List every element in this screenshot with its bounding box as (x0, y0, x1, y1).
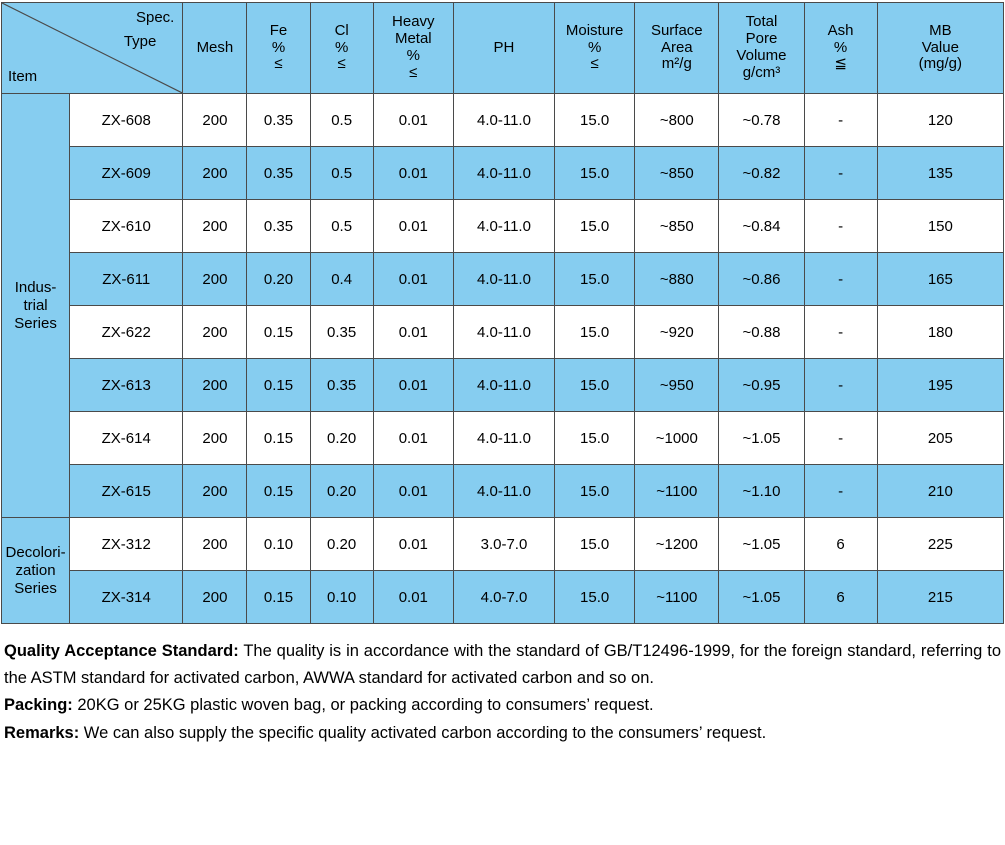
cell-mb-value: 215 (877, 571, 1003, 624)
cell-ash: 6 (804, 518, 877, 571)
cell-surface-area: ~880 (635, 253, 719, 306)
note-label: Remarks: (4, 724, 80, 743)
cell-fe: 0.15 (247, 571, 310, 624)
header-ash-line-1: Ash (827, 21, 854, 39)
cell-moisture: 15.0 (555, 465, 635, 518)
group-label-decolorization-series (2, 518, 70, 624)
cell-type: ZX-614 (70, 412, 183, 465)
cell-fe: 0.15 (247, 306, 310, 359)
cell-ph: 4.0-11.0 (453, 306, 554, 359)
cell-fe: 0.15 (247, 359, 310, 412)
cell-moisture: 15.0 (555, 359, 635, 412)
header-ph-line-1: PH (493, 38, 515, 56)
cell-type: ZX-314 (70, 571, 183, 624)
header-fe-line-3: ≤ (274, 55, 283, 73)
cell-pore-volume: ~1.10 (719, 465, 804, 518)
cell-mesh: 200 (183, 571, 247, 624)
header-surface-area-line-1: Surface (650, 21, 703, 39)
cell-heavy-metal: 0.01 (373, 200, 453, 253)
header-mesh-line-1: Mesh (196, 38, 234, 56)
header-heavy-metal-line-3: % (406, 47, 420, 64)
group-label-line-3: Series (14, 579, 57, 597)
cell-type: ZX-613 (70, 359, 183, 412)
cell-pore-volume: ~0.78 (719, 94, 804, 147)
cell-ph: 3.0-7.0 (453, 518, 554, 571)
cell-ash: - (804, 359, 877, 412)
cell-mesh: 200 (183, 253, 247, 306)
cell-ash: - (804, 306, 877, 359)
cell-fe: 0.15 (247, 412, 310, 465)
header-row (2, 3, 1004, 94)
cell-pore-volume: ~1.05 (719, 518, 804, 571)
header-fe-line-1: Fe (269, 21, 288, 39)
cell-cl: 0.20 (310, 412, 373, 465)
cell-ash: 6 (804, 571, 877, 624)
cell-moisture: 15.0 (555, 94, 635, 147)
cell-mesh: 200 (183, 412, 247, 465)
cell-moisture: 15.0 (555, 571, 635, 624)
header-mb-line-1: MB (929, 21, 952, 39)
table-row (2, 518, 1004, 571)
cell-cl: 0.35 (310, 306, 373, 359)
table-row (2, 359, 1004, 412)
cell-fe: 0.35 (247, 147, 310, 200)
table-row (2, 571, 1004, 624)
note-label: Packing: (4, 696, 73, 715)
cell-heavy-metal: 0.01 (373, 306, 453, 359)
cell-ash: - (804, 465, 877, 518)
cell-mesh: 200 (183, 359, 247, 412)
cell-heavy-metal: 0.01 (373, 412, 453, 465)
cell-heavy-metal: 0.01 (373, 571, 453, 624)
header-corner-cell (2, 3, 183, 94)
header-ash-line-3: ≦ (834, 55, 847, 73)
cell-surface-area: ~1100 (635, 465, 719, 518)
specifications-table (1, 2, 1004, 624)
header-heavy-metal-line-1: Heavy (392, 13, 435, 31)
cell-fe: 0.20 (247, 253, 310, 306)
table-row (2, 412, 1004, 465)
cell-ph: 4.0-11.0 (453, 253, 554, 306)
spec-sheet-page (0, 2, 1005, 845)
cell-surface-area: ~920 (635, 306, 719, 359)
cell-cl: 0.5 (310, 200, 373, 253)
cell-mb-value: 180 (877, 306, 1003, 359)
cell-surface-area: ~1000 (635, 412, 719, 465)
cell-heavy-metal: 0.01 (373, 359, 453, 412)
cell-pore-volume: ~1.05 (719, 412, 804, 465)
cell-cl: 0.20 (310, 518, 373, 571)
group-label-industrial-series (2, 94, 70, 518)
header-heavy-metal-line-4: ≤ (409, 63, 418, 81)
cell-mb-value: 165 (877, 253, 1003, 306)
cell-type: ZX-615 (70, 465, 183, 518)
cell-mesh: 200 (183, 94, 247, 147)
cell-heavy-metal: 0.01 (373, 518, 453, 571)
note-text: We can also supply the specific quality activated carbon according to the consumers’ request. (79, 724, 767, 743)
cell-type: ZX-609 (70, 147, 183, 200)
note-packing (4, 692, 1001, 719)
cell-cl: 0.5 (310, 147, 373, 200)
table-row (2, 306, 1004, 359)
header-pore-line-1: Total (745, 13, 778, 31)
cell-moisture: 15.0 (555, 253, 635, 306)
header-spec-label: Spec. (135, 9, 175, 26)
table-row (2, 147, 1004, 200)
cell-moisture: 15.0 (555, 518, 635, 571)
header-mb-value (877, 3, 1003, 94)
header-moisture-line-3: ≤ (590, 55, 599, 73)
cell-pore-volume: ~0.86 (719, 253, 804, 306)
cell-pore-volume: ~0.88 (719, 306, 804, 359)
cell-ph: 4.0-11.0 (453, 200, 554, 253)
cell-mb-value: 225 (877, 518, 1003, 571)
cell-heavy-metal: 0.01 (373, 253, 453, 306)
group-label-line-2: zation (15, 561, 56, 579)
cell-type: ZX-312 (70, 518, 183, 571)
cell-mb-value: 135 (877, 147, 1003, 200)
cell-cl: 0.20 (310, 465, 373, 518)
cell-surface-area: ~850 (635, 200, 719, 253)
cell-surface-area: ~1200 (635, 518, 719, 571)
header-ph (453, 3, 554, 94)
cell-moisture: 15.0 (555, 412, 635, 465)
cell-cl: 0.4 (310, 253, 373, 306)
cell-type: ZX-611 (70, 253, 183, 306)
notes-section (4, 638, 1001, 747)
cell-ash: - (804, 200, 877, 253)
cell-mb-value: 210 (877, 465, 1003, 518)
cell-type: ZX-610 (70, 200, 183, 253)
header-ash (804, 3, 877, 94)
cell-surface-area: ~1100 (635, 571, 719, 624)
header-mb-line-3: (mg/g) (918, 55, 962, 73)
header-heavy-metal-line-2: Metal (394, 30, 432, 48)
header-heavy-metal (373, 3, 453, 94)
cell-fe: 0.35 (247, 94, 310, 147)
cell-mesh: 200 (183, 465, 247, 518)
group-label-line-2: trial (23, 296, 48, 314)
table-header (2, 3, 1004, 94)
cell-fe: 0.15 (247, 465, 310, 518)
header-cl (310, 3, 373, 94)
header-total-pore-volume (719, 3, 804, 94)
cell-heavy-metal: 0.01 (373, 94, 453, 147)
cell-mb-value: 120 (877, 94, 1003, 147)
cell-pore-volume: ~0.95 (719, 359, 804, 412)
cell-ph: 4.0-11.0 (453, 465, 554, 518)
group-label-line-3: Series (14, 314, 57, 332)
cell-type: ZX-622 (70, 306, 183, 359)
note-text: 20KG or 25KG plastic woven bag, or packing according to consumers’ request. (72, 696, 654, 715)
header-type-label: Type (123, 33, 157, 50)
header-surface-area-line-2: Area (660, 38, 693, 56)
cell-cl: 0.5 (310, 94, 373, 147)
header-mesh (183, 3, 247, 94)
header-mb-line-2: Value (921, 38, 959, 56)
cell-cl: 0.35 (310, 359, 373, 412)
table-row (2, 253, 1004, 306)
header-cl-line-1: Cl (334, 21, 349, 39)
cell-heavy-metal: 0.01 (373, 465, 453, 518)
cell-fe: 0.35 (247, 200, 310, 253)
cell-heavy-metal: 0.01 (373, 147, 453, 200)
cell-cl: 0.10 (310, 571, 373, 624)
table-row (2, 465, 1004, 518)
cell-ph: 4.0-11.0 (453, 94, 554, 147)
cell-mesh: 200 (183, 200, 247, 253)
group-label-line-1: Indus- (14, 278, 57, 296)
cell-ash: - (804, 94, 877, 147)
cell-moisture: 15.0 (555, 147, 635, 200)
cell-pore-volume: ~0.82 (719, 147, 804, 200)
header-item-label: Item (8, 68, 38, 85)
cell-moisture: 15.0 (555, 200, 635, 253)
header-pore-line-4: g/cm³ (742, 63, 781, 81)
cell-ph: 4.0-11.0 (453, 147, 554, 200)
cell-ph: 4.0-7.0 (453, 571, 554, 624)
cell-ph: 4.0-11.0 (453, 412, 554, 465)
header-moisture-line-1: Moisture (565, 21, 624, 39)
cell-moisture: 15.0 (555, 306, 635, 359)
header-pore-line-2: Pore (745, 30, 778, 48)
cell-mesh: 200 (183, 306, 247, 359)
cell-mb-value: 205 (877, 412, 1003, 465)
cell-mb-value: 195 (877, 359, 1003, 412)
table-row (2, 200, 1004, 253)
cell-ash: - (804, 412, 877, 465)
header-fe-line-2: % (271, 38, 286, 56)
note-text: The quality is in accordance with the standard of GB/T12496-1999, for the foreign standard, referring to the ASTM standard for activated carbon, AWWA standard for activated carbon and so on. (4, 642, 1001, 687)
cell-type: ZX-608 (70, 94, 183, 147)
cell-pore-volume: ~0.84 (719, 200, 804, 253)
table-body (2, 94, 1004, 624)
cell-fe: 0.10 (247, 518, 310, 571)
header-fe (247, 3, 310, 94)
header-ash-line-2: % (833, 38, 848, 56)
cell-ph: 4.0-11.0 (453, 359, 554, 412)
cell-mb-value: 150 (877, 200, 1003, 253)
cell-ash: - (804, 253, 877, 306)
cell-surface-area: ~850 (635, 147, 719, 200)
note-remarks (4, 720, 1001, 747)
header-moisture-line-2: % (587, 38, 602, 56)
table-row (2, 94, 1004, 147)
header-moisture (555, 3, 635, 94)
cell-surface-area: ~950 (635, 359, 719, 412)
header-cl-line-3: ≤ (337, 55, 346, 73)
note-quality-acceptance-standard (4, 638, 1001, 691)
cell-pore-volume: ~1.05 (719, 571, 804, 624)
note-label: Quality Acceptance Standard: (4, 642, 239, 660)
cell-mesh: 200 (183, 518, 247, 571)
header-surface-area (635, 3, 719, 94)
header-pore-line-3: Volume (736, 47, 787, 64)
header-cl-line-2: % (334, 38, 349, 56)
header-surface-area-line-3: m²/g (661, 55, 692, 73)
cell-surface-area: ~800 (635, 94, 719, 147)
cell-mesh: 200 (183, 147, 247, 200)
group-label-line-1: Decolori- (5, 543, 66, 561)
cell-ash: - (804, 147, 877, 200)
